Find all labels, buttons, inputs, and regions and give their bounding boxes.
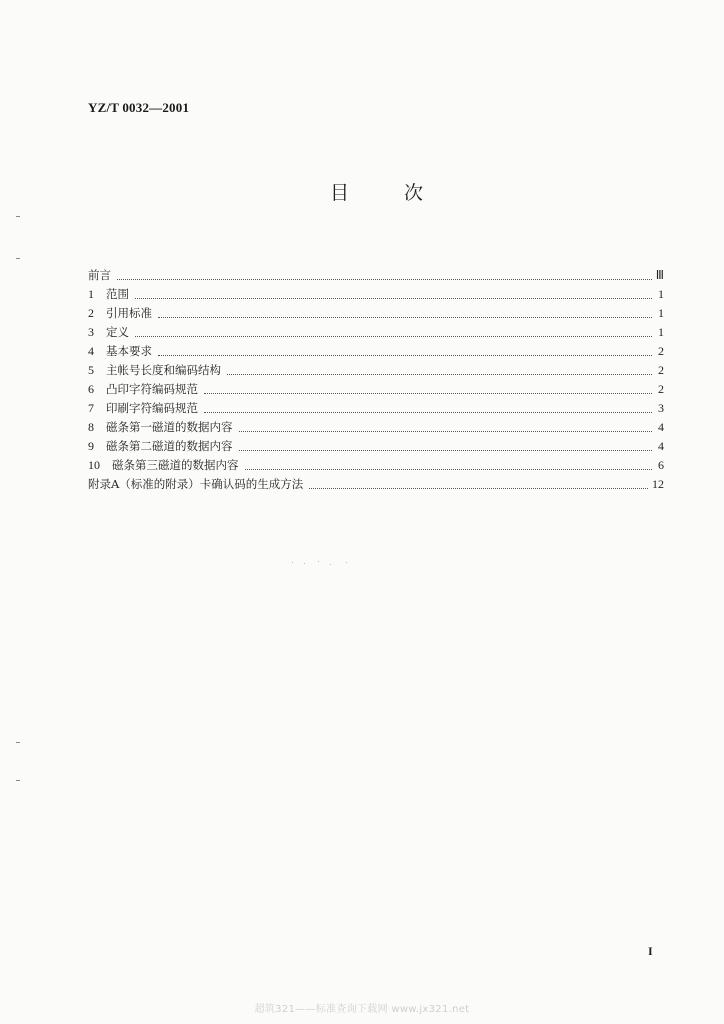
toc-entry-label: 磁条第二磁道的数据内容: [106, 439, 233, 453]
toc-title: [330, 178, 424, 205]
scan-speckle: [330, 564, 331, 565]
toc-entry-label: 引用标准: [106, 306, 152, 320]
toc-entry-number: 2: [88, 306, 94, 320]
toc-leader-dots: [117, 278, 652, 280]
toc-entry-page: Ⅲ: [655, 268, 664, 282]
toc-entry-8[interactable]: [88, 417, 664, 436]
toc-leader-dots: [158, 316, 652, 318]
toc-entry-appendix-a[interactable]: [88, 474, 664, 493]
scan-speckle: [346, 562, 347, 563]
toc-leader-dots: [135, 335, 652, 337]
toc-leader-dots: [239, 430, 653, 432]
toc-entry-1[interactable]: [88, 284, 664, 303]
toc-leader-dots: [227, 373, 652, 375]
scan-margin-mark: [16, 742, 20, 743]
toc-entry-label: 磁条第三磁道的数据内容: [112, 458, 239, 472]
toc-entry-page: 12: [652, 477, 664, 491]
toc-entry-page: 1: [658, 287, 664, 301]
toc-entry-6[interactable]: [88, 379, 664, 398]
scan-margin-mark: [16, 258, 20, 259]
toc-entry-10[interactable]: [88, 455, 664, 474]
toc-entry-number: 8: [88, 420, 94, 434]
toc-entry-number: 6: [88, 382, 94, 396]
toc-entry-page: 4: [658, 439, 664, 453]
page-number: I: [648, 944, 653, 958]
toc-entry-label: 磁条第一磁道的数据内容: [106, 420, 233, 434]
toc-entry-number: 10: [88, 458, 100, 472]
toc-entry-label: 范围: [106, 287, 129, 301]
toc-leader-dots: [158, 354, 652, 356]
toc-entry-page: 1: [658, 325, 664, 339]
toc-leader-dots: [309, 487, 648, 489]
toc-entry-page: 2: [658, 382, 664, 396]
toc-entry-number: 3: [88, 325, 94, 339]
toc-leader-dots: [135, 297, 652, 299]
toc-entry-page: 6: [658, 458, 664, 472]
toc-leader-dots: [204, 411, 652, 413]
toc-entry-label: 主帐号长度和编码结构: [106, 363, 221, 377]
scan-speckle: [292, 562, 293, 563]
toc-entry-4[interactable]: [88, 341, 664, 360]
toc-entry-page: 4: [658, 420, 664, 434]
scan-speckle: [304, 563, 305, 564]
toc-title-char-2: 次: [404, 182, 424, 204]
toc-entry-label: 前言: [88, 268, 111, 282]
toc-entry-number: 9: [88, 439, 94, 453]
toc-entry-number: 7: [88, 401, 94, 415]
table-of-contents: [88, 265, 664, 493]
toc-leader-dots: [239, 449, 653, 451]
toc-leader-dots: [204, 392, 652, 394]
toc-entry-number: 5: [88, 363, 94, 377]
toc-entry-number: 4: [88, 344, 94, 358]
toc-entry-3[interactable]: [88, 322, 664, 341]
scan-margin-mark: [16, 780, 20, 781]
toc-entry-label: 凸印字符编码规范: [106, 382, 198, 396]
toc-leader-dots: [245, 468, 653, 470]
toc-entry-page: 2: [658, 344, 664, 358]
scan-speckle: [318, 561, 319, 562]
document-code: YZ/T 0032—2001: [88, 100, 190, 115]
toc-entry-9[interactable]: [88, 436, 664, 455]
toc-entry-page: 2: [658, 363, 664, 377]
toc-entry-label: 印刷字符编码规范: [106, 401, 198, 415]
toc-title-char-1: 目: [330, 182, 350, 204]
toc-entry-preface[interactable]: [88, 265, 664, 284]
toc-entry-page: 1: [658, 306, 664, 320]
toc-entry-7[interactable]: [88, 398, 664, 417]
toc-entry-2[interactable]: [88, 303, 664, 322]
toc-entry-page: 3: [658, 401, 664, 415]
toc-entry-5[interactable]: [88, 360, 664, 379]
scan-margin-mark: [16, 216, 20, 217]
toc-entry-label: 基本要求: [106, 344, 152, 358]
toc-entry-label: 附录A（标准的附录）卡确认码的生成方法: [88, 477, 304, 491]
watermark: 超筑321——标准查询下载网 www.jx321.net: [254, 1004, 470, 1015]
toc-entry-label: 定义: [106, 325, 129, 339]
toc-entry-number: 1: [88, 287, 94, 301]
